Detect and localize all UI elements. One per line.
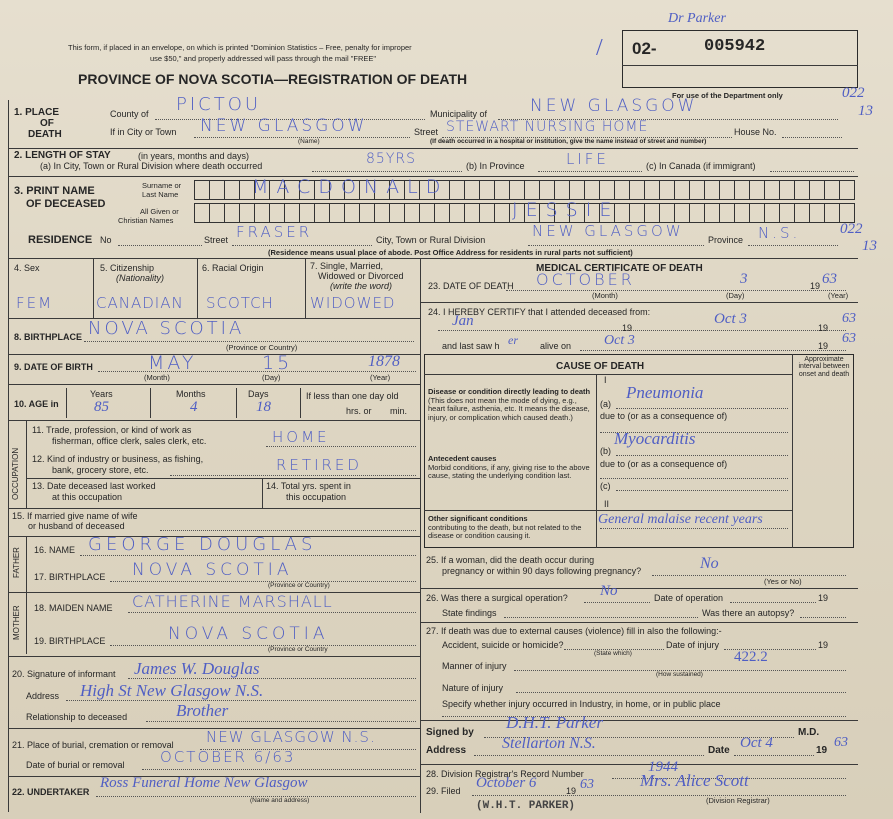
- father-birthplace-label: 17. BIRTHPLACE: [34, 572, 106, 582]
- part-1-label: I: [604, 375, 607, 385]
- father-name-value: GEORGE DOUGLAS: [88, 534, 317, 555]
- residence-no-label: No: [100, 235, 112, 245]
- injury-date-label: Date of injury: [666, 640, 720, 650]
- dob-month-caption: (Month): [144, 373, 170, 382]
- house-number-label: House No.: [734, 127, 777, 137]
- mother-birthplace-caption: (Province or Country: [268, 646, 328, 653]
- mail-notice-line1: This form, if placed in an envelope, on which is printed "Dominion Statistics – Free, penalty for improper: [68, 43, 412, 52]
- residence-code-2: 13: [862, 238, 877, 254]
- attended-label: 24. I HEREBY CERTIFY that I attended deceased from:: [428, 307, 651, 317]
- physician-stamp: (W.H.T. PARKER): [476, 800, 576, 812]
- death-month-caption: (Month): [592, 291, 618, 300]
- spouse-label-1: 15. If married give name of wife: [12, 511, 138, 521]
- filed-label: 29. Filed: [426, 786, 461, 796]
- manner-label: Manner of injury: [442, 661, 507, 671]
- attended-year-prefix-3: 19: [818, 341, 829, 351]
- street-label: Street: [414, 127, 439, 137]
- last-saw-er: er: [508, 333, 518, 347]
- informant-signature-label: 20. Signature of informant: [12, 669, 116, 679]
- death-day-caption: (Day): [726, 291, 745, 300]
- q26-label: 26. Was there a surgical operation?: [426, 593, 568, 603]
- statistics-code: 422.2: [734, 649, 768, 665]
- filed-date: October 6: [476, 775, 537, 791]
- birthplace-value: NOVA SCOTIA: [88, 318, 245, 339]
- dob-year-caption: (Year): [370, 373, 391, 382]
- sex-value: FEM: [16, 294, 54, 312]
- other-conditions-note: contributing to the death, but not related to the disease or condition causing it.: [428, 523, 582, 541]
- father-birthplace-value: NOVA SCOTIA: [132, 560, 293, 580]
- county-value: PICTOU: [176, 94, 262, 115]
- industry-label-1: 12. Kind of industry or business, as fishing,: [32, 454, 204, 464]
- attended-year-2: 63: [842, 331, 856, 346]
- last-worked-label-2: at this occupation: [52, 492, 123, 502]
- occupation-side-label: OCCUPATION: [11, 447, 20, 500]
- filed-year: 63: [580, 777, 594, 792]
- father-name-label: 16. NAME: [34, 545, 76, 555]
- stay-a-value: 85YRS: [366, 151, 416, 167]
- less-day-label-1: If less than one day old: [306, 391, 399, 401]
- burial-date-value: OCTOBER 6/63: [160, 748, 296, 766]
- stay-b-label: (b) In Province: [466, 161, 525, 171]
- surname-caption-2: Last Name: [142, 190, 179, 199]
- dob-label: 9. DATE OF BIRTH: [14, 362, 93, 372]
- physician-address: Stellarton N.S.: [502, 735, 596, 752]
- record-number: 1944: [648, 759, 678, 775]
- direct-cause-label: Disease or condition directly leading to death: [428, 387, 591, 396]
- mother-birthplace-label: 19. BIRTHPLACE: [34, 636, 106, 646]
- state-findings-label: State findings: [442, 608, 497, 618]
- residence-street-value: FRASER: [236, 223, 313, 241]
- attended-year-1: 63: [842, 311, 856, 326]
- slash-mark: /: [596, 35, 603, 61]
- residence-city-label: City, Town or Rural Division: [376, 235, 486, 245]
- stay-b-value: LIFE: [566, 150, 609, 168]
- undertaker-value: Ross Funeral Home New Glasgow: [100, 775, 308, 791]
- mother-maiden-label: 18. MAIDEN NAME: [34, 603, 113, 613]
- less-day-label-2: hrs. or: [346, 406, 372, 416]
- form-title: PROVINCE OF NOVA SCOTIA—REGISTRATION OF DEATH: [78, 71, 468, 87]
- hospital-note: (If death occurred in a hospital or institution, give the name instead of street and number): [430, 138, 707, 145]
- last-worked-label-1: 13. Date deceased last worked: [32, 481, 156, 491]
- place-label-2: OF: [40, 118, 54, 129]
- name-caption: (Name): [298, 138, 320, 145]
- attended-to: Oct 3: [714, 311, 747, 327]
- spouse-label-2: or husband of deceased: [28, 521, 125, 531]
- marital-label-1: 7. Single, Married,: [310, 261, 384, 271]
- trade-label-1: 11. Trade, profession, or kind of work as: [32, 425, 192, 435]
- operation-date-label: Date of operation: [654, 593, 724, 603]
- yes-no-caption: (Yes or No): [764, 577, 802, 586]
- mail-notice-line2: use $50," and properly addressed will pass through the mail "FREE": [150, 54, 377, 63]
- burial-place-label: 21. Place of burial, cremation or removal: [12, 740, 174, 750]
- years-spent-label-1: 14. Total yrs. spent in: [266, 481, 351, 491]
- signed-by-label: Signed by: [426, 727, 474, 738]
- death-date-label: 23. DATE OF DEATH: [428, 281, 514, 291]
- medical-heading: MEDICAL CERTIFICATE OF DEATH: [536, 263, 703, 274]
- death-year: 63: [822, 271, 837, 287]
- burial-place-value: NEW GLASGOW N.S.: [206, 728, 376, 746]
- stay-a-label: (a) In City, Town or Rural Division where death occurred: [40, 161, 263, 171]
- interval-label: Approximate interval between onset and death: [798, 356, 850, 378]
- specify-label: Specify whether injury occurred in Industry, in home, or in public place: [442, 699, 721, 709]
- given-caption-1: All Given or: [140, 207, 179, 216]
- residence-note: (Residence means usual place of abode. Post Office Address for residents in rural parts not sufficient): [268, 248, 633, 257]
- accident-label: Accident, suicide or homicide?: [442, 640, 564, 650]
- dob-day-caption: (Day): [262, 373, 281, 382]
- due-to-a: due to (or as a consequence of): [600, 411, 728, 421]
- stay-label: 2. LENGTH OF STAY: [14, 150, 111, 161]
- trade-label-2: fisherman, office clerk, sales clerk, etc.: [52, 436, 207, 446]
- corner-code-1: 022: [842, 85, 865, 101]
- industry-label-2: bank, grocery store, etc.: [52, 465, 149, 475]
- mother-birthplace-value: NOVA SCOTIA: [168, 624, 329, 644]
- residence-label: RESIDENCE: [28, 234, 93, 246]
- marital-label-2: Widowed or Divorced: [318, 271, 404, 281]
- marital-value: WIDOWED: [310, 294, 396, 312]
- corner-code-2: 13: [858, 103, 873, 119]
- top-note: Dr Parker: [668, 11, 726, 26]
- physician-signature: D.H.T. Parker: [506, 713, 603, 732]
- citizenship-label-2: (Nationality): [116, 273, 165, 283]
- antecedent-note: Morbid conditions, if any, giving rise to the above cause, stating the underlying condition last.: [428, 463, 590, 481]
- racial-origin-label: 6. Racial Origin: [202, 263, 264, 273]
- other-conditions-value: General malaise recent years: [598, 512, 763, 527]
- dob-year: 1878: [368, 353, 400, 370]
- residence-province-value: N.S.: [758, 224, 801, 242]
- last-saw-on: Oct 3: [604, 333, 635, 348]
- city-label: If in City or Town: [110, 127, 177, 137]
- signed-year: 63: [834, 735, 848, 750]
- alive-on-label: alive on: [540, 341, 572, 351]
- death-year-caption: (Year): [828, 291, 849, 300]
- informant-address: High St New Glasgow N.S.: [80, 681, 264, 700]
- q26-value: No: [600, 583, 618, 599]
- department-use-label: For use of the Department only: [672, 91, 783, 100]
- informant-signature: James W. Douglas: [134, 659, 260, 678]
- burial-date-label: Date of burial or removal: [26, 760, 125, 770]
- years-spent-label-2: this occupation: [286, 492, 347, 502]
- age-label: 10. AGE in: [14, 399, 59, 409]
- registration-number: 005942: [704, 37, 766, 56]
- birthplace-caption: (Province or Country): [226, 343, 298, 352]
- undertaker-label: 22. UNDERTAKER: [12, 787, 90, 797]
- father-birthplace-caption: (Province or Country): [268, 582, 330, 589]
- citizenship-label-1: 5. Citizenship: [100, 263, 155, 273]
- street-value: STEWART NURSING HOME: [446, 119, 649, 135]
- stay-label-suffix: (in years, months and days): [138, 151, 250, 161]
- age-months-value: 4: [190, 399, 198, 415]
- other-conditions-label: Other significant conditions: [428, 514, 528, 523]
- autopsy-label: Was there an autopsy?: [702, 608, 795, 618]
- q25-value: No: [700, 555, 719, 572]
- cause-b-value: Myocarditis: [614, 429, 696, 448]
- cause-a-value: Pneumonia: [626, 383, 704, 402]
- less-day-label-3: min.: [390, 406, 408, 416]
- cause-b-marker: (b): [600, 446, 611, 456]
- relationship-label: Relationship to deceased: [26, 712, 128, 722]
- injury-year-prefix: 19: [818, 640, 829, 650]
- q27-label: 27. If death was due to external causes (violence) fill in also the following:-: [426, 626, 722, 636]
- registrar-signature: Mrs. Alice Scott: [640, 771, 749, 790]
- place-label-1: 1. PLACE: [14, 107, 60, 118]
- name-label-2: OF DECEASED: [26, 198, 106, 210]
- informant-address-label: Address: [26, 691, 60, 701]
- stay-c-label: (c) In Canada (if immigrant): [646, 161, 756, 171]
- trade-value: HOME: [272, 428, 330, 446]
- age-years-label: Years: [90, 389, 113, 399]
- death-day: 3: [740, 271, 748, 287]
- citizenship-value: CANADIAN: [96, 294, 184, 312]
- residence-street-label: Street: [204, 235, 229, 245]
- city-value: NEW GLASGOW: [200, 116, 368, 136]
- operation-year-prefix: 19: [818, 593, 829, 603]
- place-label-3: DEATH: [28, 129, 62, 140]
- md-label: M.D.: [798, 727, 820, 738]
- state-which-caption: (State which): [594, 650, 632, 657]
- residence-city-value: NEW GLASGOW: [532, 222, 684, 240]
- filed-year-prefix: 19: [566, 786, 577, 796]
- mother-maiden-value: CATHERINE MARSHALL: [132, 592, 333, 611]
- due-to-b: due to (or as a consequence of): [600, 459, 728, 469]
- municipality-value: NEW GLASGOW: [530, 96, 698, 116]
- nature-label: Nature of injury: [442, 683, 504, 693]
- given-name-value: JESSIE: [512, 199, 620, 221]
- how-sustained-caption: (How sustained): [656, 671, 703, 678]
- age-days-label: Days: [248, 389, 269, 399]
- death-month: OCTOBER: [536, 270, 635, 289]
- cause-a-marker: (a): [600, 399, 611, 409]
- part-2-label: II: [604, 499, 610, 509]
- sex-label: 4. Sex: [14, 263, 40, 273]
- cause-title: CAUSE OF DEATH: [556, 361, 645, 372]
- residence-province-label: Province: [708, 235, 744, 245]
- age-days-value: 18: [256, 399, 271, 415]
- birthplace-label: 8. BIRTHPLACE: [14, 332, 83, 342]
- registration-prefix: 02-: [632, 39, 657, 58]
- given-caption-2: Christian Names: [118, 216, 174, 225]
- mother-side-label: MOTHER: [12, 605, 21, 640]
- marital-label-3: (write the word): [330, 281, 393, 291]
- death-year-prefix: 19: [810, 281, 821, 291]
- age-years-value: 85: [94, 399, 109, 415]
- record-number-label: 28. Division Registrar's Record Number: [426, 769, 584, 779]
- attended-year-prefix-2: 19: [818, 323, 829, 333]
- residence-code-1: 022: [840, 221, 863, 237]
- relationship-value: Brother: [176, 701, 229, 720]
- racial-origin-value: SCOTCH: [206, 294, 274, 312]
- dob-month: MAY: [148, 352, 197, 374]
- name-label-1: 3. PRINT NAME: [14, 185, 95, 197]
- q25-label-1: 25. If a woman, did the death occur during: [426, 555, 595, 565]
- industry-value: RETIRED: [276, 456, 362, 474]
- q25-label-2: pregnancy or within 90 days following pregnancy?: [442, 566, 642, 576]
- surname-value: MACDONALD: [252, 176, 449, 198]
- attended-from: Jan: [452, 313, 474, 329]
- registrar-caption: (Division Registrar): [706, 796, 770, 805]
- county-label: County of: [110, 109, 149, 119]
- signed-year-prefix: 19: [816, 745, 828, 756]
- signed-date-label: Date: [708, 745, 730, 756]
- last-saw-label: and last saw h: [442, 341, 500, 351]
- direct-cause-note: (This does not mean the mode of dying, e.g., heart failure, asthenia, etc. It means the disease, injury, or complication which caused death.): [428, 396, 590, 422]
- municipality-label: Municipality of: [430, 109, 488, 119]
- signed-date: Oct 4: [740, 735, 773, 751]
- surname-caption-1: Surname or: [142, 181, 182, 190]
- undertaker-caption: (Name and address): [250, 797, 310, 804]
- physician-address-label: Address: [426, 745, 467, 756]
- antecedent-label: Antecedent causes: [428, 454, 497, 463]
- age-months-label: Months: [176, 389, 206, 399]
- father-side-label: FATHER: [12, 547, 21, 578]
- attended-year-prefix-1: 19: [622, 323, 633, 333]
- dob-day: 15: [262, 352, 293, 374]
- cause-c-marker: (c): [600, 481, 611, 491]
